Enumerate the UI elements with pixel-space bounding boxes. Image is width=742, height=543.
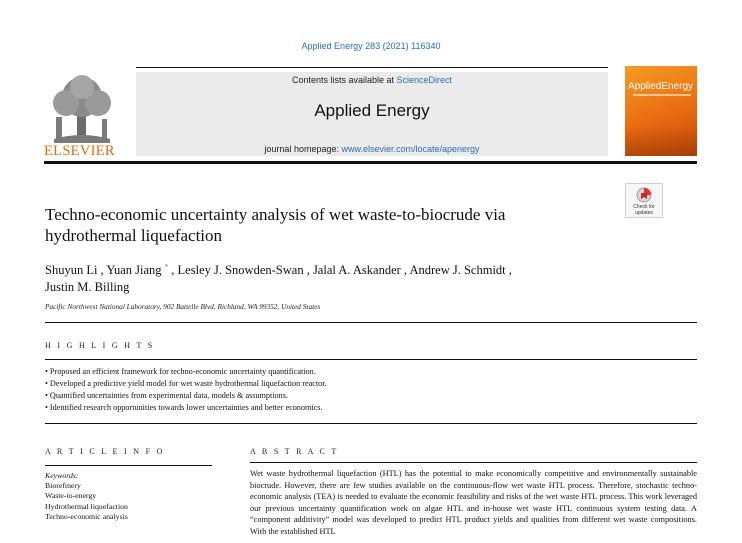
journal-homepage-line <box>136 144 608 154</box>
highlight-item: • Identified research opportunities towards lower uncertainties and better economics. <box>45 403 323 412</box>
highlight-item: • Developed a predictive yield model for wet waste hydrothermal liquefaction reactor. <box>45 379 327 388</box>
highlight-item: • Proposed an efficient framework for techno-economic uncertainty quantification. <box>45 367 316 376</box>
keyword-item: Biorefinery <box>45 481 81 490</box>
authors-part-b: , Lesley J. Snowden-Swan , Jalal A. Askander , Andrew J. Schmidt , <box>168 263 512 278</box>
cover-image-band <box>625 126 697 156</box>
article-title-line-2: hydrothermal liquefaction <box>45 226 223 245</box>
article-info-heading: A R T I C L E I N F O <box>45 447 165 456</box>
article-title-line-1: Techno-economic uncertainty analysis of wet waste-to-biocrude via <box>45 205 506 224</box>
abstract-rule <box>250 462 697 463</box>
corresponding-author-marker[interactable]: * <box>164 263 169 271</box>
author-list <box>45 259 625 296</box>
highlights-list <box>45 366 645 414</box>
journal-title: Applied Energy <box>314 101 430 120</box>
highlights-heading: H I G H L I G H T S <box>45 341 155 350</box>
keyword-item: Hydrothermal liquefaction <box>45 501 128 511</box>
check-for-updates-badge[interactable] <box>625 183 663 218</box>
header-bottom-rule <box>44 161 697 164</box>
cover-subtitle-bar <box>633 94 691 96</box>
abstract-heading: A B S T R A C T <box>250 447 339 456</box>
check-for-updates-label <box>626 205 662 216</box>
contents-prefix: Contents lists available at <box>291 75 397 85</box>
author-affiliation: Pacific Northwest National Laboratory, 902 Battelle Blvd, Richland, WA 99352, United States <box>45 302 321 311</box>
updates-line-2: updates <box>635 209 653 216</box>
keywords-label: Keywords: <box>45 471 79 480</box>
abstract-text: Wet waste hydrothermal liquefaction (HTL) has the potential to make economically competitive and environmentally sustainable biocrude. However, there are few studies available on the continuous-flow wet waste HTL process. Therefore, stochastic techno-economic analysis (TEA) is needed to evaluate the economic feasibility and risks of the wet waste HTL process. This work leveraged our previous uncertainty quantification work on algae HTL and in-house wet waste HTL continuous system testing data. A “component additivity” model was developed to predict HTL product yields and qualities from different wet waste compositions. With the established HTL <box>250 469 697 536</box>
article-title <box>45 204 605 246</box>
keyword-item: Waste-to-energy <box>45 491 97 501</box>
journal-cover-image[interactable] <box>625 66 697 156</box>
author-line-2: Justin M. Billing <box>45 280 130 295</box>
homepage-prefix: journal homepage: <box>264 144 342 154</box>
updates-line-1: Check for <box>633 204 655 210</box>
article-info-rule <box>45 465 212 466</box>
cover-title: AppliedEnergy <box>628 81 694 92</box>
header-top-rule <box>136 67 608 68</box>
contents-available-line <box>136 75 608 85</box>
authors-part-a: Shuyun Li , Yuan Jiang <box>45 263 165 278</box>
author-line-1 <box>45 259 625 279</box>
affiliation-rule <box>45 322 697 323</box>
keywords-list <box>45 481 128 522</box>
highlights-bottom-rule <box>45 423 697 424</box>
journal-homepage-link[interactable]: www.elsevier.com/locate/apenergy <box>341 144 480 154</box>
highlight-item: • Quantified uncertainties from experimental data, models & assumptions. <box>45 391 288 400</box>
elsevier-wordmark: ELSEVIER <box>44 143 115 159</box>
journal-citation[interactable]: Applied Energy 283 (2021) 116340 <box>301 41 441 51</box>
keyword-item: Techno-economic analysis <box>45 511 128 521</box>
sciencedirect-link[interactable]: ScienceDirect <box>396 75 453 85</box>
highlights-rule <box>45 359 697 360</box>
check-for-updates-icon <box>636 187 652 204</box>
